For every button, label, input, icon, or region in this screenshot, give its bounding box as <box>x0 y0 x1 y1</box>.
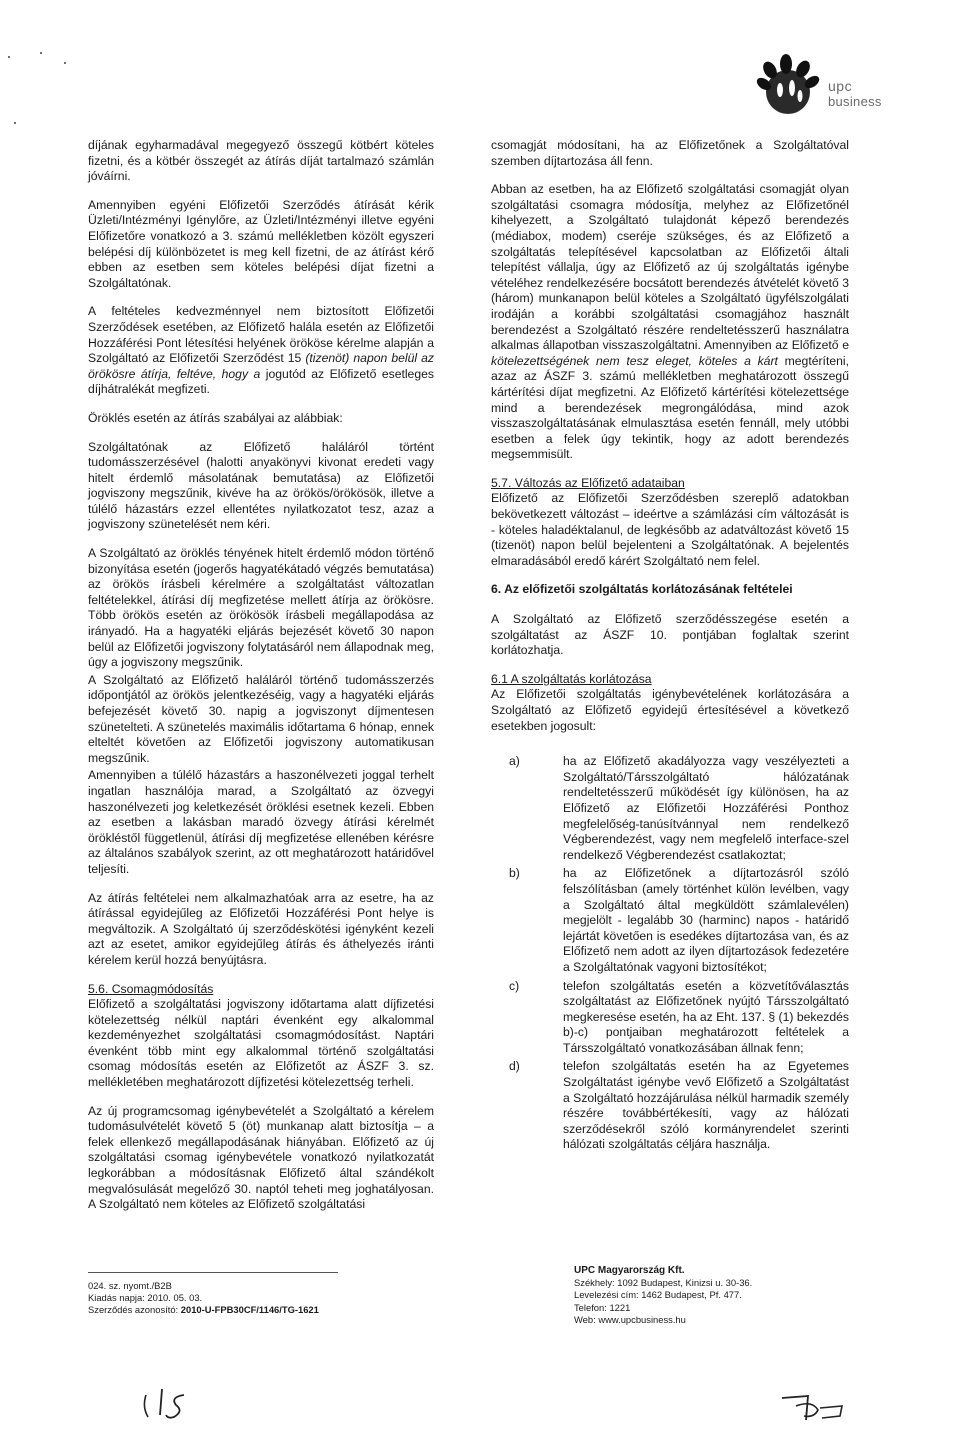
section-heading-5-7: 5.7. Változás az Előfizető adataiban <box>491 475 685 490</box>
company-phone: Telefon: 1221 <box>574 1301 631 1313</box>
contract-id-value: 2010-U-FPB30CF/1146/TG-1621 <box>180 1304 319 1316</box>
logo-text-business: business <box>828 94 882 109</box>
upc-business-logo <box>756 52 926 120</box>
paragraph: A Szolgáltató az Előfizető szerződésszegése esetén a szolgáltatást az ÁSZF 10. pontjában foglaltak szerint korlátozhatja. <box>491 612 849 658</box>
section-heading-6: 6. Az előfizetői szolgáltatás korlátozásának feltételei <box>491 582 793 597</box>
list-item-label: c) <box>509 978 520 993</box>
list-item-text: telefon szolgáltatás esetén a közvetítőválasztás szolgáltatást az Előfizetőnek nyújtó Társszolgáltató megkeresése esetén, ha az Eht. 137. § (1) bekezdés b)-c) pontjaiban meghatározott feltételek a Társszolgáltató vonatkozásában állnak fenn; <box>563 978 849 1055</box>
company-web: Web: www.upcbusiness.hu <box>574 1313 686 1325</box>
paragraph <box>88 304 434 398</box>
paragraph: Amennyiben a túlélő házastárs a haszonélvezeti joggal terhelt ingatlan használója marad, a Szolgáltató az özvegyi haszonélvezeti jog keletkezését öröklési esetnek kezeli. Ebben az esetben a lakásban maradó özvegy átírási kérelmét örökléstől függetlenül, átírási díj megfizetése ellenében kérésre az általános szabályok szerint, az ott meghatározott határidővel teljesíti. <box>88 768 434 876</box>
scan-speck <box>64 62 66 64</box>
section-heading-5-6: 5.6. Csomagmódosítás <box>88 981 214 996</box>
section-heading-6-1: 6.1 A szolgáltatás korlátozása <box>491 671 652 686</box>
left-column <box>88 138 434 1226</box>
list-item-text: ha az Előfizető akadályozza vagy veszélyezteti a Szolgáltató/Társszolgáltató hálózatának rendeltetésszerű működését így különösen, ha az Előfizető az Előfizetői Hozzáférési Ponthoz megfelelőség-tanúsítvánnyal nem rendelkező Végberendezést, vagy nem megfelelő interface-szel rendelkező Végberendezést csatlakoztat; <box>563 754 849 862</box>
upc-globe-icon <box>756 52 826 120</box>
footer-right <box>574 1265 752 1326</box>
list-item-label: d) <box>509 1059 520 1074</box>
text-run: A feltételes kedvezménnyel nem biztosított Előfizetői Szerződések esetében, az Előfizető halála esetén az Előfizetői Hozzáférési Pont létesítési helyének örököse kérelme alapján a Szolgáltató az Előfizetői Szerződést 15 <box>88 304 434 366</box>
text-run: jogutód az Előfizető esetleges díjhátralékát megfizeti. <box>88 366 434 397</box>
paragraph: Az Előfizetői szolgáltatás igénybevételének korlátozására a Szolgáltató az Előfizető egyidejű értesítésével a következő esetekben jogosult: <box>491 687 849 733</box>
paragraph: A Szolgáltató az Előfizető haláláról történő tudomásszerzés időpontjától az örökös jelentkezéséig, vagy a hagyatéki eljárás befejezését követő 30. napig a jogviszonyt díjmentesen szünetelteti. A szünetelés maximális időtartama 6 hónap, ennek elteltét követően az Előfizetői jogviszony automatikusan megszűnik. <box>88 672 434 765</box>
company-seat: Székhely: 1092 Budapest, Kinizsi u. 30-36. <box>574 1277 753 1289</box>
paragraph: Előfizető a szolgáltatási jogviszony időtartama alatt díjfizetési kötelezettség nélkül naptári évenként egy alkalommal kezdeményezhet szolgáltatási csomagmódosítást. Naptári évenként több mint egy alkalommal történő szolgáltatási csomag módosítás esetén az Előfizetőt az ÁSZF 3. sz. mellékletében meghatározott díjfizetési kötelezettség terheli. <box>88 997 434 1090</box>
logo-text-upc: upc <box>828 78 853 94</box>
contract-id-label: Szerződés azonosító: <box>88 1304 181 1316</box>
list-item-text: telefon szolgáltatás esetén ha az Egyetemes Szolgáltatást igénybe vevő Előfizető a Szolgáltatást a Szolgáltató hozzájárulása nélkül harmadik személy részére továbbértékesíti, vagy az hálózati szerződésekről szóló kormányrendelet szerinti hálózati szolgáltatás céljára használja. <box>563 1059 849 1152</box>
right-column <box>491 138 849 1156</box>
scan-speck <box>40 52 42 54</box>
scan-speck <box>8 56 10 58</box>
list-item-text: ha az Előfizetőnek a díjtartozásról szóló felszólításban (amely történhet külön levélben, vagy a Szolgáltató által megküldött számlalevélen) megjelölt - legalább 30 (harminc) napos - határidő lejártát követően is esedékes díjtartozása van, és az Előfizető nem adott az ilyen díjtartozások fedezetére a Szolgáltatónak vagyoni biztosítékot; <box>563 866 849 974</box>
paragraph: Előfizető az Előfizetői Szerződésben szereplő adatokban bekövetkezett változást – ideértve a számlázási cím változását is - köteles haladéktalanul, de legkésőbb az adatváltozást követő 15 (tizenöt) napon belül bejelenteni a Szolgáltatónak. A bejelentés elmaradásából eredő kárért Szolgáltató nem felel. <box>491 491 849 568</box>
paragraph: díjának egyharmadával megegyező összegű kötbért köteles fizetni, és a kötbér összegét az átírás díját tartalmazó számlán jóváírni. <box>88 138 434 184</box>
paragraph: Öröklés esetén az átírás szabályai az alábbiak: <box>88 410 343 425</box>
paragraph: Az új programcsomag igénybevételét a Szolgáltató a kérelem tudomásulvételét követő 5 (öt) munkanap alatt biztosítja – a felek ellenkező megállapodásának hiányában. Előfizető az új szolgáltatási csomag igénybevétele vonatkozó nyilatkozatát legkorábban a módosításnak Előfizető által szándékolt megvalósulását megelőző 30. naptól teheti meg joghatályosan. A Szolgáltató nem köteles az Előfizető szolgáltatási <box>88 1103 434 1212</box>
italic-text-run: kötelezettségének nem tesz eleget, köteles a kárt <box>491 353 778 368</box>
paragraph: Az átírás feltételei nem alkalmazhatóak arra az esetre, ha az átírással egyidejűleg az Előfizetői Hozzáférési Pont helye is megváltozik. A Szolgáltató új szerződéskötési igényként kezeli azt az esetet, amikor egyidejűleg átírás és áthelyezés iránti kérelem kerül hozzá benyújtásra. <box>88 890 434 967</box>
list-item-label: a) <box>509 754 520 769</box>
list-item <box>491 754 849 863</box>
text-run: megtéríteni, azaz az ÁSZF 3. számú mellékletben meghatározott összegű kártérítési díjat megfizetni. Az Előfizető kártérítési kötelezettsége mind a berendezések megrongálódása, mind azok visszaszolgáltatásának elmulasztása esetén fennáll, mely utóbbi esetben a felek úgy tekintik, hogy az adott berendezés megsemmisült. <box>491 353 849 462</box>
list-item <box>491 866 849 975</box>
paragraph: csomagját módosítani, ha az Előfizetőnek a Szolgáltatóval szemben díjtartozása áll fenn. <box>491 138 849 168</box>
footer-divider <box>88 1272 338 1273</box>
italic-text-run: (tizenöt) napon belül az örökösre átírja, feltéve, hogy a <box>88 351 434 381</box>
handwritten-signature <box>140 1385 210 1425</box>
paragraph: A Szolgáltató az öröklés tényének hitelt érdemlő módon történő bizonyítása esetén (jogerős hagyatékátadó végzés bemutatása) az örökös írásbeli kérelmére a szolgáltatást változatlan feltételekkel, átírási díj megfizetése mellett átírja az örökösre. Több örökös esetén az örökösök írásbeli megállapodása az irányadó. Ha a hagyatéki eljárás bejezését követő 30 napon belül az Előfizetői jogviszony folytatásáról nem állapodnak meg, úgy a jogviszony megszűnik. <box>88 546 434 670</box>
form-number: 024. sz. nyomt./B2B <box>88 1280 172 1291</box>
scan-speck <box>14 122 16 124</box>
company-mail-address: Levelezési cím: 1462 Budapest, Pf. 477. <box>574 1289 742 1301</box>
list-item <box>491 1059 849 1153</box>
list-item <box>491 979 849 1057</box>
contract-id <box>88 1304 319 1316</box>
paragraph <box>491 182 849 463</box>
company-name: UPC Magyarország Kft. <box>574 1265 685 1276</box>
text-run: Abban az esetben, ha az Előfizető szolgáltatási csomagját olyan szolgáltatási csomagra módosítja, melyhez az Előfizetőnél kihelyezett, a Szolgáltató tulajdonát képező berendezés (médiabox, modem) cseréje szükséges, és az Előfizető a szolgáltatás telepítésével kapcsolatban az Előfizetői általi telepítést vállalja, úgy az Előfizető az új szolgáltatás igénybe vételéhez rendelkezésére bocsátott berendezés átvételét követő 3 (három) munkanapon belül köteles a Szolgáltató ügyfélszolgálati irodáján a korábbi szolgáltatási csomagjához használt berendezést a Szolgáltató részére rendeltetésszerű használatra alkalmas állapotban visszaszolgáltatni. Amennyiben az Előfizető e <box>491 182 849 353</box>
footer-left <box>88 1280 319 1317</box>
list-item-label: b) <box>509 866 520 881</box>
paragraph: Szolgáltatónak az Előfizető haláláról történt tudomásszerzésével (halotti anyakönyvi kivonat eredeti vagy hitelt érdemlő másolatának bemutatása) az Előfizetői jogviszony megszűnik, kivéve ha az örökös/örökösök, illetve a túlélő házastárs ezzel ellentétes nyilatkozatot tesz, azaz a jogviszony szünetelését nem kéri. <box>88 439 434 532</box>
issue-date: Kiadás napja: 2010. 05. 03. <box>88 1292 203 1304</box>
handwritten-initials <box>778 1390 848 1426</box>
paragraph: Amennyiben egyéni Előfizetői Szerződés átírását kérik Üzleti/Intézményi Igénylőre, az Üzleti/Intézményi illetve egyéni Előfizetőre vonatkozó a 3. számú mellékletben közölt egyszeri belépési díj különbözetet is meg kell fizetni, de az átírást kérő ebben az esetben sem köteles belépési díjat fizetni a Szolgáltatónak. <box>88 197 434 290</box>
